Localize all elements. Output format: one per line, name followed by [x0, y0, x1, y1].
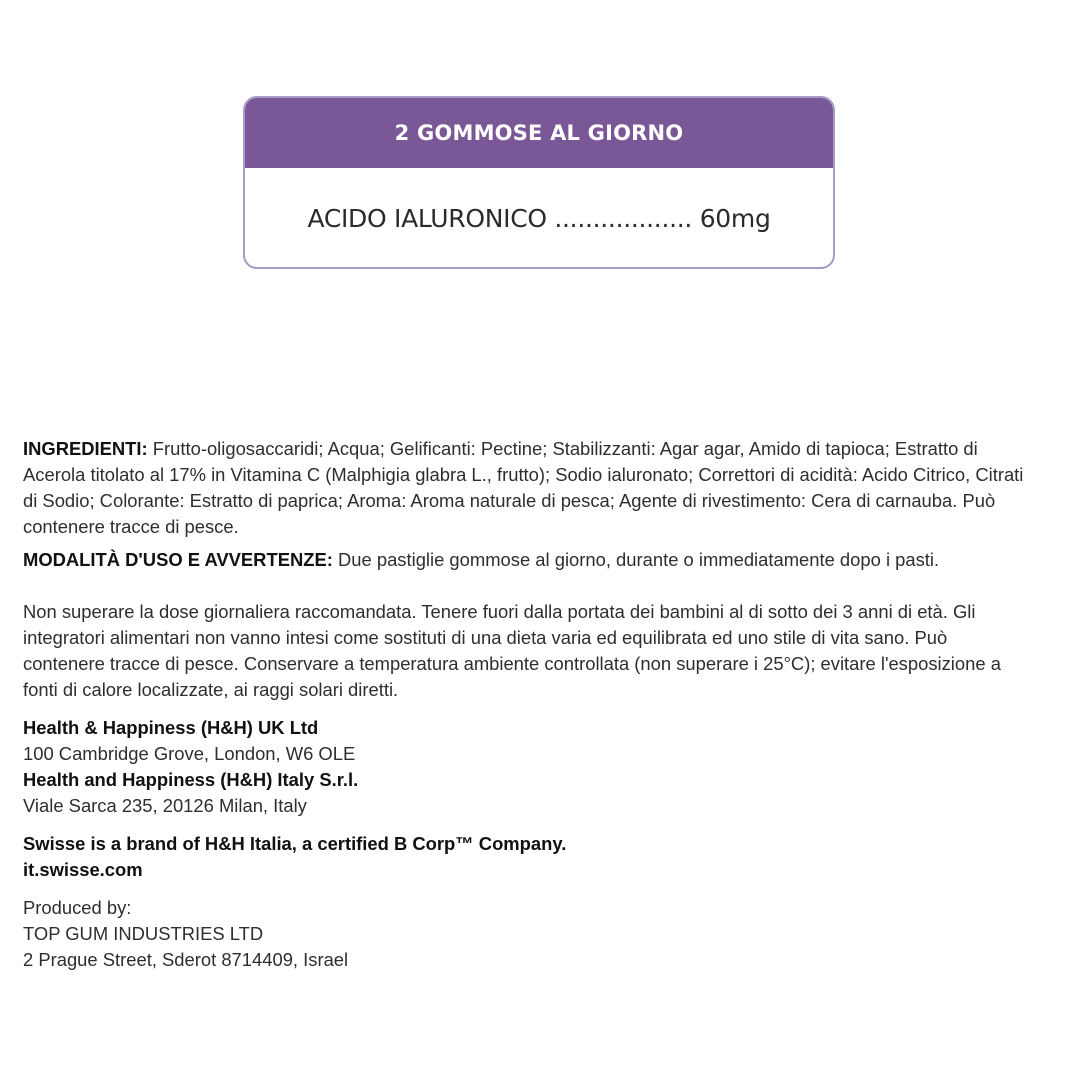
brand-info: [23, 831, 1033, 883]
company-uk-address: 100 Cambridge Grove, London, W6 OLE: [23, 743, 356, 764]
usage-text: Due pastiglie gommose al giorno, durante o immediatamente dopo i pasti.: [338, 549, 940, 570]
ingredients-heading: INGREDIENTI:: [23, 438, 148, 459]
dosage-leader: ..................: [554, 203, 693, 233]
dosage-card-header: [245, 98, 833, 168]
ingredients-paragraph: [23, 436, 1033, 540]
producer-label: Produced by:: [23, 897, 132, 918]
usage-heading: MODALITÀ D'USO E AVVERTENZE:: [23, 549, 333, 570]
dosage-ingredient: ACIDO IALURONICO: [307, 203, 547, 233]
daily-dose-label: 2 GOMMOSE AL GIORNO: [394, 121, 684, 145]
usage-paragraph: [23, 547, 1033, 573]
dosage-row: [245, 168, 833, 268]
brand-statement: Swisse is a brand of H&H Italia, a certified B Corp™ Company.: [23, 833, 567, 854]
company-italy-address: Viale Sarca 235, 20126 Milan, Italy: [23, 795, 307, 816]
producer-address: 2 Prague Street, Sderot 8714409, Israel: [23, 949, 349, 970]
warnings-paragraph: Non superare la dose giornaliera raccomandata. Tenere fuori dalla portata dei bambini al di sotto dei 3 anni di età. Gli integratori alimentari non vanno intesi come sostituti di una dieta varia ed equilibrata ed uno stile di vita sano. Può contenere tracce di pesce. Conservare a temperatura ambiente controllata (non superare i 25°C); evitare l'esposizione a fonti di calore localizzate, ai raggi solari diretti.: [23, 601, 1001, 700]
company-uk-name: Health & Happiness (H&H) UK Ltd: [23, 717, 319, 738]
ingredients-text: Frutto-oligosaccaridi; Acqua; Gelificanti: Pectine; Stabilizzanti: Agar agar, Amido di tapioca; Estratto di Acerola titolato al 17% in Vitamina C (Malphigia glabra L., frutto); Sodio ialuronato; Correttori di acidità: Acido Citrico, Citrati di Sodio; Colorante: Estratto di paprica; Aroma: Aroma naturale di pesca; Agente di rivestimento: Cera di carnauba. Può contenere tracce di pesce.: [23, 438, 1024, 537]
company-info: [23, 715, 1033, 819]
brand-website: it.swisse.com: [23, 859, 143, 880]
dosage-amount: 60mg: [699, 203, 771, 233]
dosage-row-text: [307, 204, 770, 233]
company-italy-name: Health and Happiness (H&H) Italy S.r.l.: [23, 769, 359, 790]
dosage-card: [243, 96, 835, 269]
producer-name: TOP GUM INDUSTRIES LTD: [23, 923, 264, 944]
producer-info: [23, 895, 1033, 973]
